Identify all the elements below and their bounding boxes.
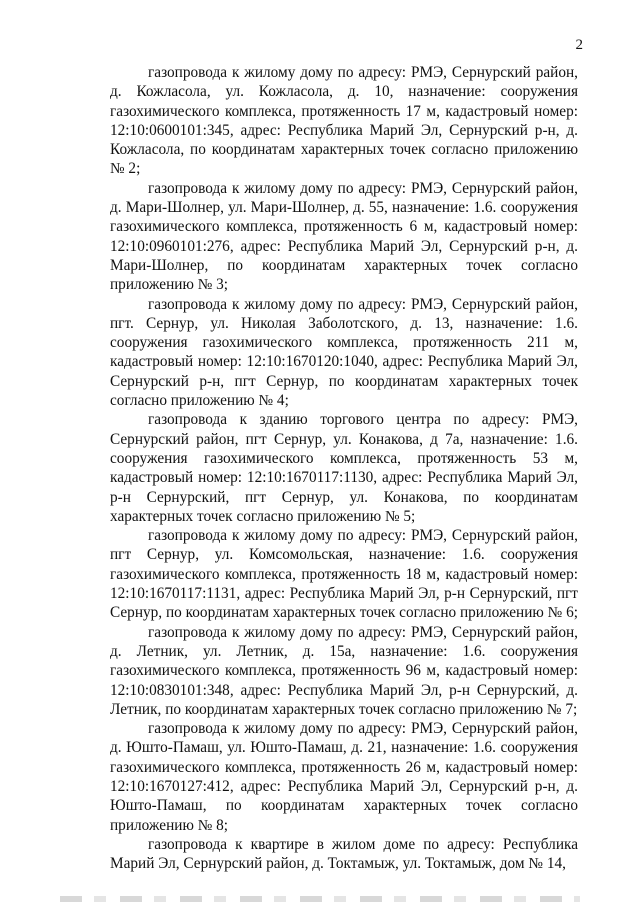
- document-body: [110, 63, 578, 873]
- paragraph-appendix-4: газопровода к жилому дому по адресу: РМЭ, Сернурский район, пгт. Сернур, ул. Николая Заболотского, д. 13, назначение: 1.6. сооружения газохимического комплекса, протяженность 211 м, кадастровый номер: 12:10:1670120:1040, адрес: Республика Марий Эл, Сернурский р-н, пгт Сернур, по координатам характерных точек согласно приложению № 4;: [110, 295, 578, 410]
- paragraph-appendix-8: газопровода к жилому дому по адресу: РМЭ, Сернурский район, д. Юшто-Памаш, ул. Юшто-Памаш, д. 21, назначение: 1.6. сооружения газохимического комплекса, протяженность 26 м, кадастровый номер: 12:10:1670127:412, адрес: Республика Марий Эл, Сернурский р-н, д. Юшто-Памаш, по координатам характерных точек согласно приложению № 8;: [110, 720, 578, 834]
- paragraph-appendix-2: газопровода к жилому дому по адресу: РМЭ, Сернурский район, д. Кожласола, ул. Кожласола, д. 10, назначение: сооружения газохимического комплекса, протяженность 17 м, кадастровый номер: 12:10:0600101:345, адрес: Республика Марий Эл, Сернурский р-н, д. Кожласола, по координатам характерных точек согласно приложению № 2;: [110, 64, 578, 178]
- paragraph-appendix-5: газопровода к зданию торгового центра по адресу: РМЭ, Сернурский район, пгт Сернур, ул. Конакова, д 7а, назначение: 1.6. сооружения газохимического комплекса, протяженность 53 м, кадастровый номер: 12:10:1670117:1130, адрес: Республика Марий Эл, р-н Сернурский, пгт Сернур, ул. Конакова, по координатам характерных точек согласно приложению № 5;: [110, 411, 578, 525]
- paragraph-toktamyzh: газопровода к квартире в жилом доме по адресу: Республика Марий Эл, Сернурский район, д. Токтамыж, ул. Токтамыж, дом № 14,: [110, 835, 578, 873]
- page-number: 2: [575, 37, 583, 53]
- paragraph-appendix-3: газопровода к жилому дому по адресу: РМЭ, Сернурский район, д. Мари-Шолнер, ул. Мари-Шолнер, д. 55, назначение: 1.6. сооружения газохимического комплекса, протяженность 6 м, кадастровый номер: 12:10:0960101:276, адрес: Республика Марий Эл, Сернурский р-н, д. Мари-Шолнер, по координатам характерных точек согласно приложению № 3;: [110, 179, 578, 294]
- paragraph-appendix-6: газопровода к жилому дому по адресу: РМЭ, Сернурский район, пгт Сернур, ул. Комсомольская, назначение: 1.6. сооружения газохимического комплекса, протяженность 18 м, кадастровый номер: 12:10:1670117:1131, адрес: Республика Марий Эл, р-н Сернурский, пгт Сернур, по координатам характерных точек согласно приложению № 6;: [110, 527, 578, 622]
- paragraph-appendix-7: газопровода к жилому дому по адресу: РМЭ, Сернурский район, д. Летник, ул. Летник, д. 15а, назначение: 1.6. сооружения газохимического комплекса, протяженность 96 м, кадастровый номер: 12:10:0830101:348, адрес: Республика Марий Эл, р-н Сернурский, д. Летник, по координатам характерных точек согласно приложению № 7;: [110, 623, 578, 718]
- cut-off-bottom-text: [60, 896, 580, 902]
